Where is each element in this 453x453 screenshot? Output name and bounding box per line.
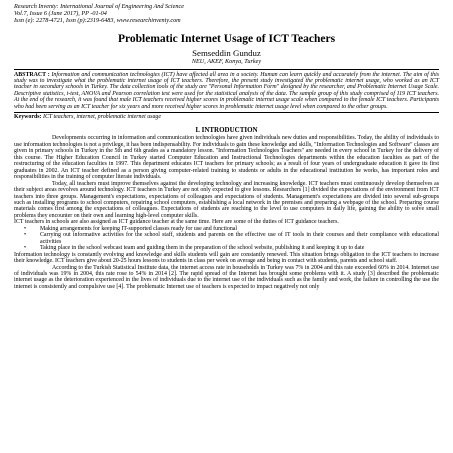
- journal-issn: Issn (e): 2278-4721, Issn (p):2319-6483, www.researchinventy.com: [14, 17, 181, 25]
- abstract-label: ABSTRACT :: [14, 71, 50, 78]
- list-item: • Taking place in the school webcast team and guiding them in the preparation of the school website, publishing it and keeping it up to date: [40, 245, 439, 251]
- journal-volume: Vol.7, Issue 6 (June 2017), PP -01-04: [14, 10, 107, 18]
- paragraph: Information technology is constantly evolving and knowledge and skills students will gain are constantly renewed. This situation brings obligation to the ICT teachers to increase their knowledge. ICT teachers give about 20-25 hours lessons to students in class per week on average and being in contact with students, parents and school staff.: [14, 251, 439, 265]
- body-text: [14, 135, 439, 290]
- keywords-label: Keywords:: [14, 114, 42, 121]
- list-item: • Making arrangements for keeping IT-supported classes ready for use and functional: [40, 226, 439, 232]
- abstract-text: Information and communication technologies (ICT) have affected all area in a society. Human can learn quickly and accurately from the internet. The aim of this study was to investigate what the problematic internet usage of ICT teachers. Therefore, the present study investigated the problematic internet usage, who worked as an ICT teacher in secondary schools in Turkey. The data collection tools of the study are "Personal Information Form" designed by the researcher, and Problematic Internet Usage Scale. Descriptive statistics, t-test, ANOVA and Pearson correlation test were used for the statistical analysis of the data. The sample group of this study comprised of 119 ICT teachers. At the end of the research, it was found that male ICT teachers received higher scores in problematic internet usage scale when compared to the female ICT teachers. Participants who had been serving as an ICT teacher for six years and more received higher scores in problematic internet usage level when compared to the other groups.: [14, 71, 439, 110]
- author-affiliation: NEU, AKEF, Konya, Turkey: [191, 57, 262, 65]
- paragraph: According to the Turkish Statistical Institute data, the internet access rate in households in Turkey was 7% in 2004 and this rate exceeded 60% in 2014. Internet use of individuals was 19% in 2004, this rate rose to 54% in 2014 [2]. The rapid spread of the Internet has brought some problems with it. A study [3] described the problematic internet usage as the deterioration experienced in the lives of individuals due to the internet use of the individuals such as the family and work, the failure in controlling the use the internet is consistently and compulsive use [4]. The problematic Internet use of teachers is expected to impact negatively not only: [14, 264, 439, 290]
- paragraph: Today, all teachers must improve themselves against the developing technology and increasing knowledge. ICT teachers must continuously develop themselves as their subject areas revolves around technology. ICT teachers in Turkey are not only expected to give lessons. Researchers [1] divided the expectations of the environment from ICT teachers into three groups. Management's expectations, expectations of colleagues and expectations of students. Management's expectations are divided into several sub-groups such as installing programs to school computers, repairing school computers, establishing a local network in the premises and preparing a webpage of the school. Preparing course materials comes first among the expectations of colleagues. Expectations of students are reaching to the level to use computers in daily life, gaining the ability to solve small problems they encounter on their own and learning high-level computer skills.: [14, 180, 439, 219]
- paragraph: ICT teachers in schools are also assigned as ICT guidance teacher at the same time. Here are some of the duties of ICT guidance teachers.: [14, 219, 339, 226]
- section-heading-introduction: I. INTRODUCTION: [195, 126, 258, 135]
- paragraph: Developments occurring in information and communication technologies have given individuals new duties and responsibilities. Today, the ability of individuals to use information technologies is not a privilege, it has been indispensability. For individuals to gain these knowledge and skills, "Information Technologies and Software" classes are given in primary schools in Turkey in the 5th and 6th grades as a mandatory lesson. "Information Technologies Teachers" are needed in every school in Turkey for the delivery of this course. The Higher Education Council in Turkey started Computer Education and Instructional Technologies departments within the education faculties as part of the restructuring of the education faculties in 1997. This department educates ICT teachers for primary schools; as a result of four years of undergraduate education it gave its first graduates in 2002. An ICT teacher defined as a person giving computer-related training to students or adults in the educational institution he works, has important roles and responsibilities in the training of computer literate individuals.: [14, 135, 439, 181]
- keywords: [14, 114, 439, 120]
- list-item: • Carrying out informative activities for the school staff, students and parents on the effective use of IT tools in their courses and their compliance with educational activities: [40, 232, 439, 245]
- keywords-text: ICT teachers, internet, problematic internet usage: [42, 114, 161, 121]
- duties-list: [14, 226, 439, 252]
- author-name: Semseddin Gunduz: [192, 47, 261, 58]
- journal-name: Research Inventy: International Journal of Engineering And Science: [14, 3, 184, 10]
- journal-header: [14, 3, 439, 25]
- abstract: [14, 69, 439, 113]
- paper-title: Problematic Internet Usage of ICT Teachers: [117, 32, 336, 45]
